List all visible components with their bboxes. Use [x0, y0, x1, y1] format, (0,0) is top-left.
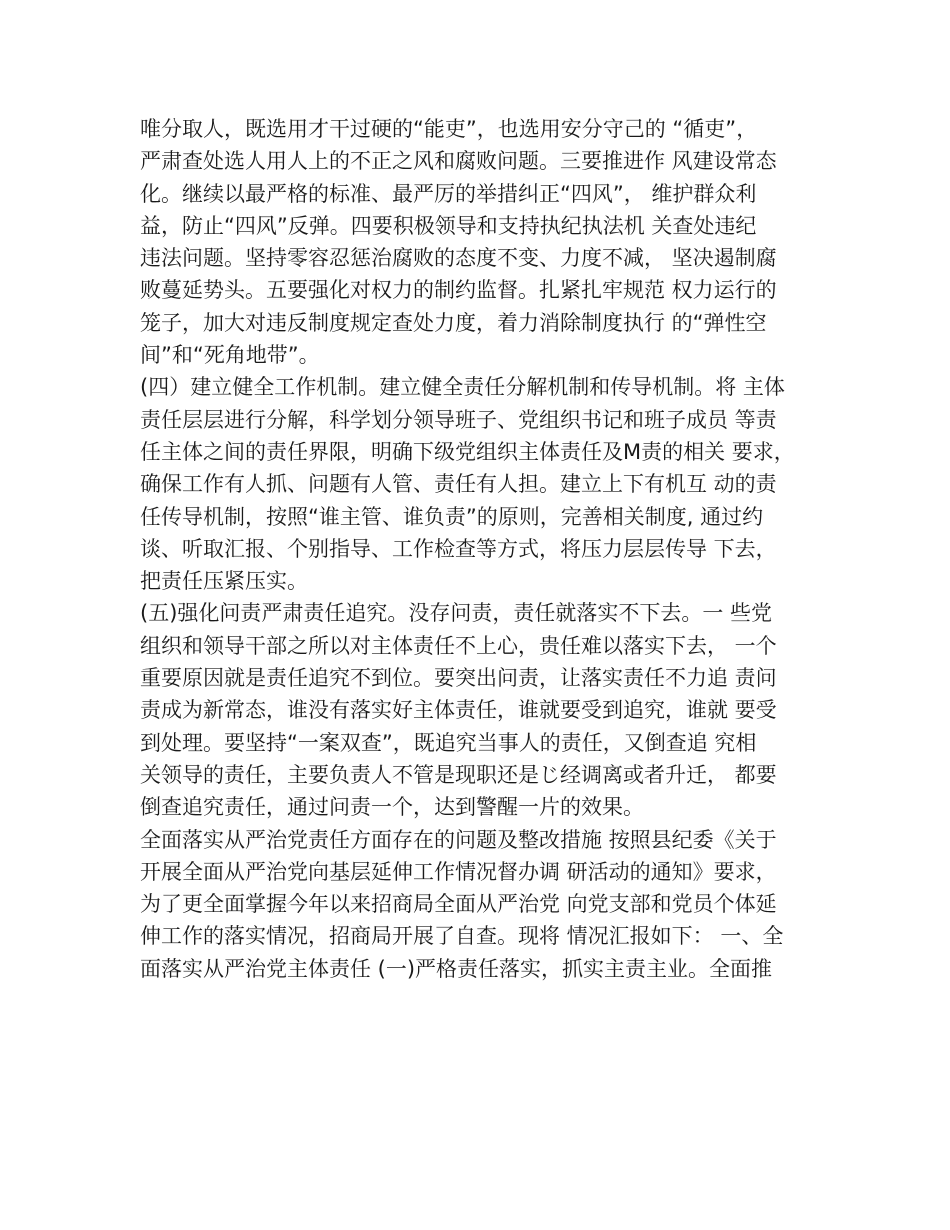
text-line: (四）建立健全工作机制。建立健全责任分解机制和传导机制。将 主体	[140, 375, 785, 400]
text-line: 唯分取人，既选用才干过硬的“能吏”，也选用安分守己的 “循吏”，	[140, 117, 758, 141]
text-line: 化。继续以最严格的标准、最严厉的举措纠正“四风”， 维护群众利	[140, 181, 757, 206]
text-line: 严肃查处选人用人上的不正之风和腐败问题。三要推进作 风建设常态	[140, 149, 777, 174]
text-line: 伸工作的落实情况，招商局开展了自查。现将 情况汇报如下： 一、全	[140, 924, 784, 949]
text-line: 责任层层进行分解，科学划分领导班子、党组织书记和班子成员 等责	[140, 407, 777, 432]
text-line: 任传导机制，按照“谁主管、谁负责”的原则，完善相关制度, 通过约	[140, 504, 764, 529]
text-line: 为了更全面掌握今年以来招商局全面从严治党 向党支部和党员个体延	[140, 892, 777, 917]
text-line: 面落实从严治党主体责任 (一)严格责任落实，抓实主责主业。全面推	[140, 956, 773, 981]
text-line: 组织和领导干部之所以对主体责任不上心，贵任难以落实下去， 一个	[140, 633, 777, 658]
text-line: 重要原因就是责任追究不到位。要突出问责，让落实责任不力追 责问	[140, 666, 777, 691]
text-line: 任主体之间的责任界限，明确下级党组织主体责任及M责的相关 要求，	[140, 439, 795, 464]
text-line: 全面落实从严治党责任方面存在的问题及整改措施 按照县纪委《关于	[140, 827, 777, 852]
text-line: 责成为新常态，谁没有落实好主体责任，谁就要受到追究，谁就 要受	[140, 698, 777, 723]
text-line: 开展全面从严治党向基层延伸工作情况督办调 研活动的通知》要求，	[140, 859, 777, 884]
body-text	[140, 113, 840, 985]
text-line: 到处理。要坚持“一案双查”，既追究当事人的责任，又倒查追 究相	[140, 730, 757, 755]
text-line: 把责任压紧压实。	[140, 569, 308, 594]
text-line: (五)强化问责严肃责任追究。没存问责，责任就落实不下去。一 些党	[140, 601, 773, 626]
text-line: 谈、听取汇报、个别指导、工作检查等方式，将压力层层传导 下去，	[140, 536, 777, 561]
text-line: 倒查追究责任，通过问责一个，达到警醒一片的效果。	[140, 795, 644, 820]
text-line: 违法问题。坚持零容忍惩治腐败的态度不变、力度不减， 坚决遏制腐	[140, 246, 777, 271]
text-line: 确保工作有人抓、问题有人管、责任有人担。建立上下有机互 动的责	[140, 472, 777, 497]
text-line: 败蔓延势头。五要强化对权力的制约监督。扎紧扎牢规范 权力运行的	[140, 278, 777, 303]
text-line: 笼子，加大对违反制度规定查处力度，着力消除制度执行 的“弹性空	[140, 310, 767, 335]
text-line: 益，防止“四风”反弹。四要积极领导和支持执纪执法机 关查处违纪	[140, 213, 757, 238]
text-line: 间”和“死角地带”。	[140, 343, 320, 368]
text-line: 关领导的责任，主要负责人不管是现职还是じ经调离或者升迁， 都要	[140, 762, 777, 787]
